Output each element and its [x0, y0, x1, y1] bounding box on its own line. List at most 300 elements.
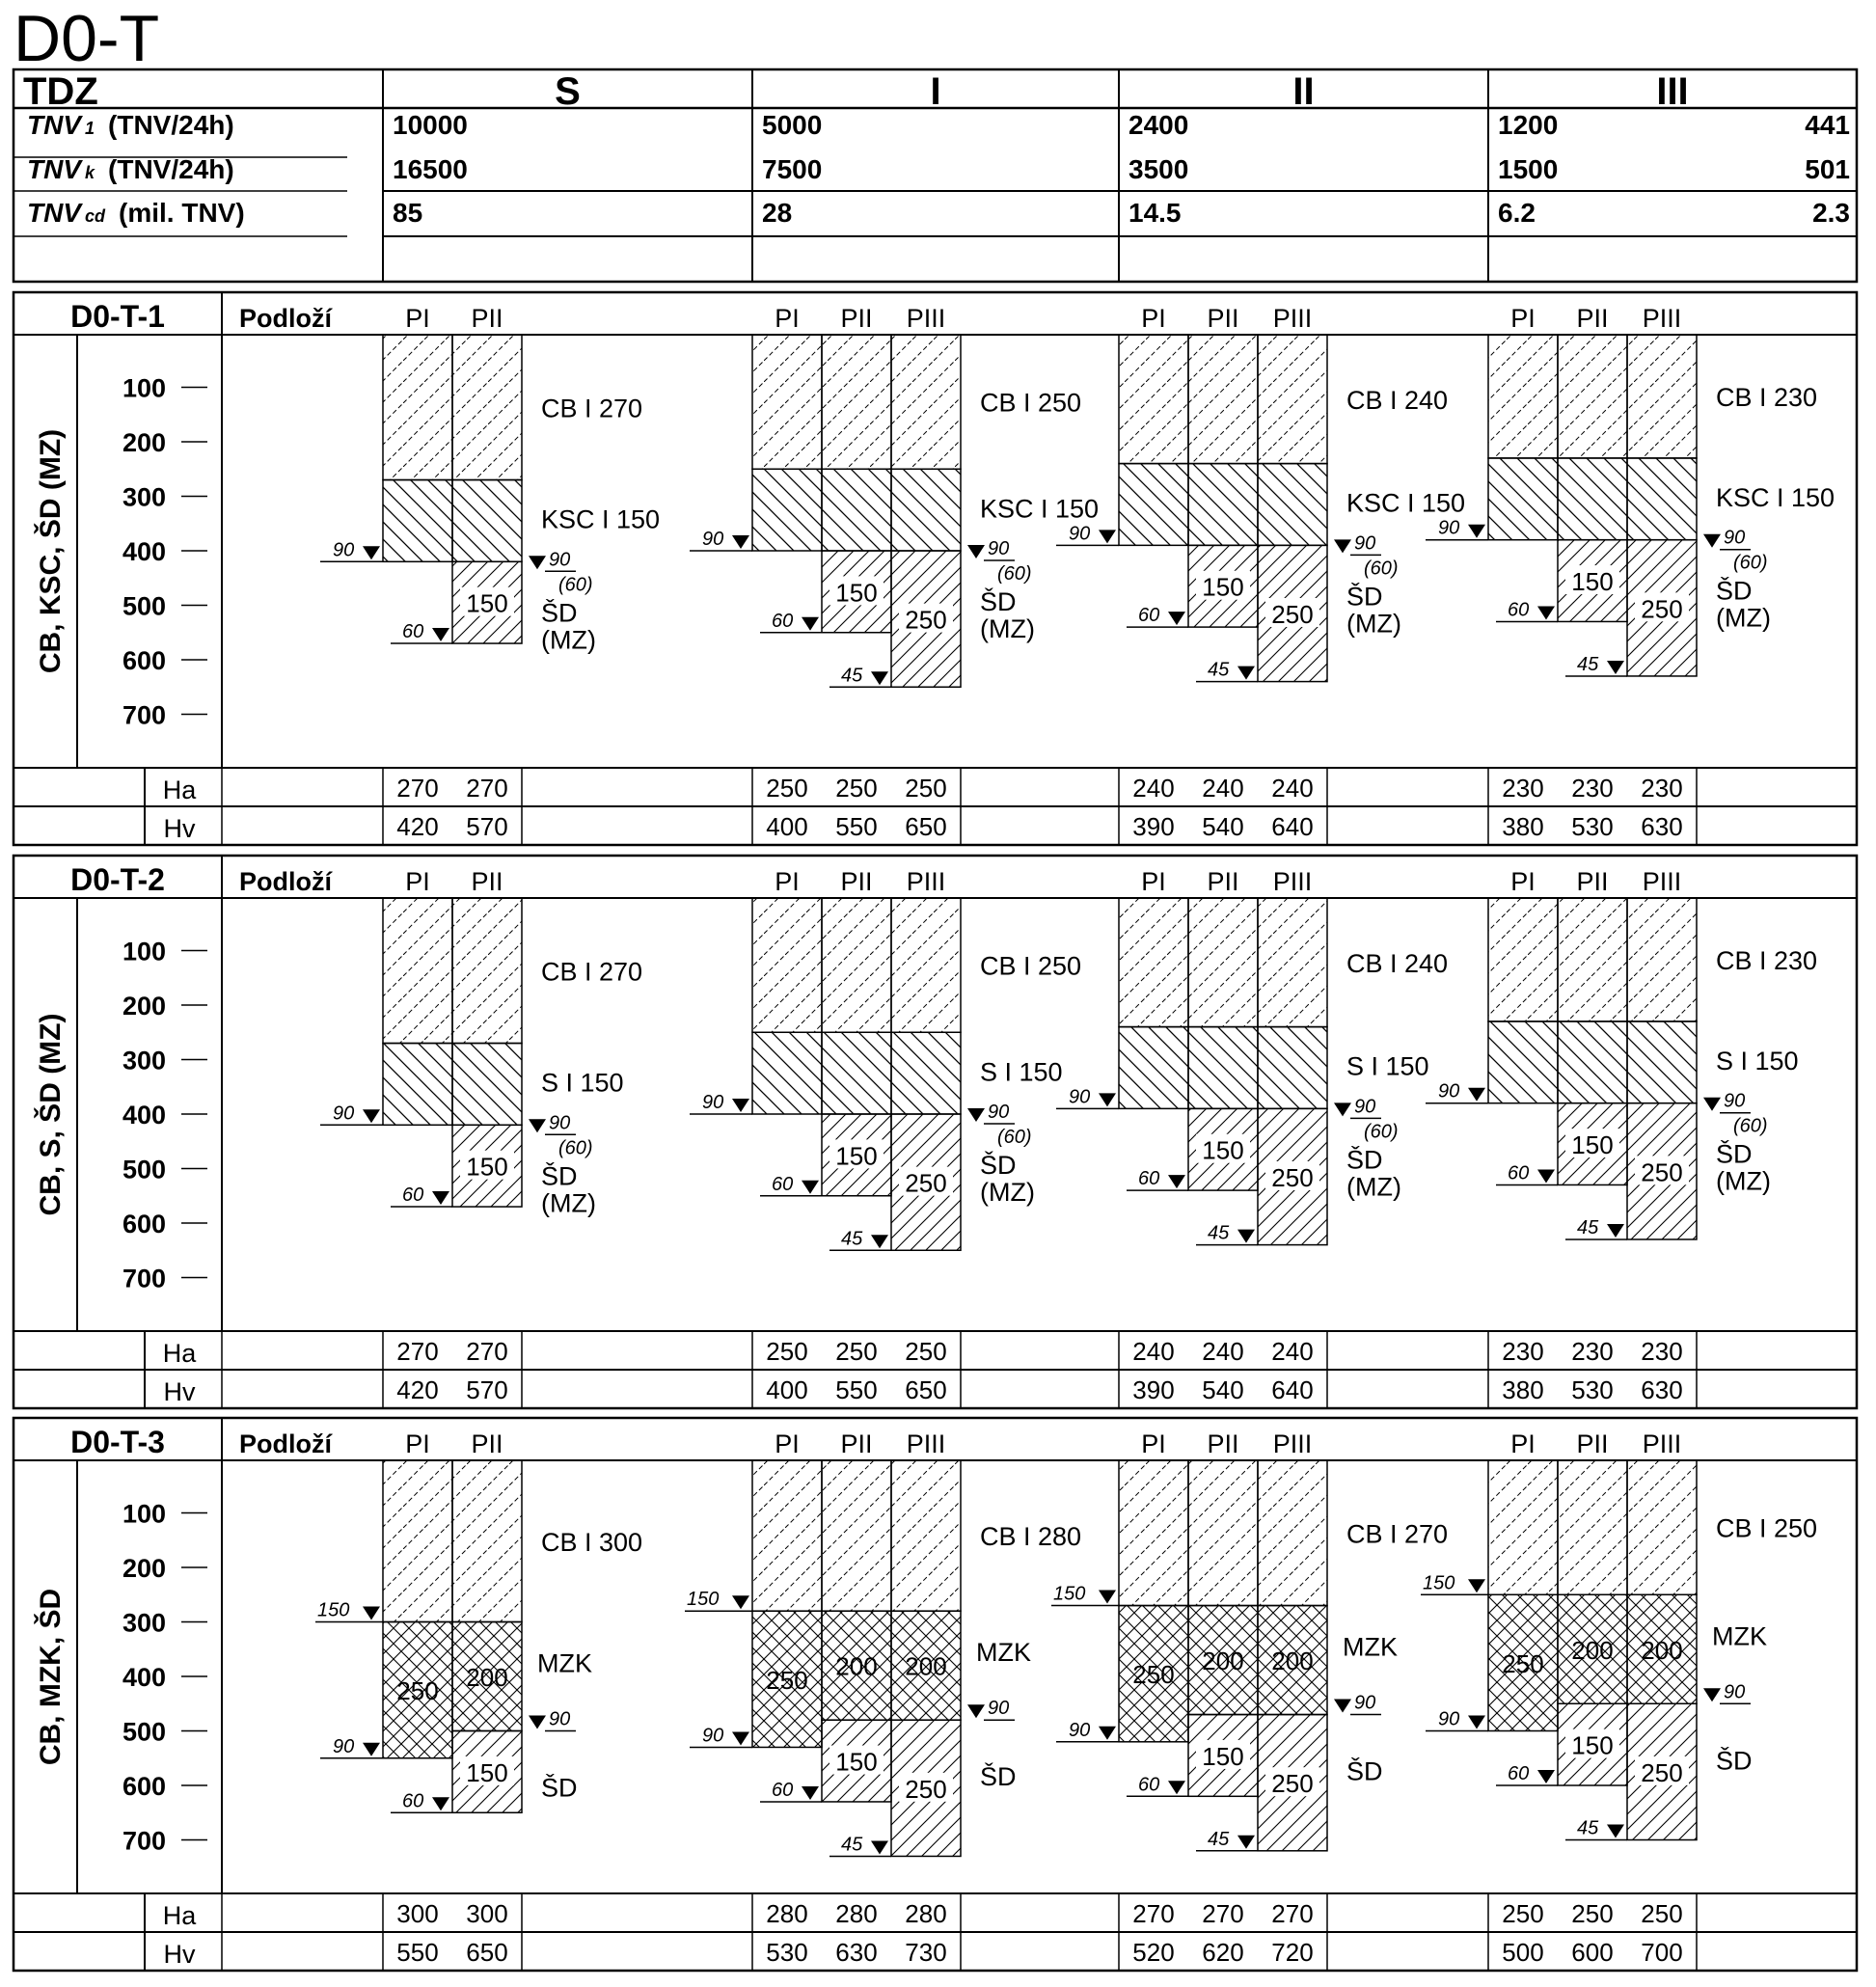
hv-value: 540 — [1202, 1375, 1244, 1404]
layer-thickness: 250 — [1641, 1757, 1683, 1787]
bottom-layer-label: ŠD — [1346, 582, 1383, 612]
cb-layer-label: CB I 230 — [1716, 945, 1818, 975]
hv-value: 550 — [835, 812, 878, 841]
header-value: 7500 — [762, 154, 823, 184]
base-layer — [452, 1044, 522, 1126]
profile-col-label: PIII — [1642, 304, 1682, 333]
section-D0-T-2 — [14, 856, 1857, 1408]
modulus-marker-icon — [1099, 1093, 1116, 1106]
ha-label: Ha — [162, 1901, 197, 1930]
layer-thickness: 150 — [1202, 1741, 1244, 1771]
cb-layer-label: CB I 270 — [541, 957, 643, 987]
modulus-marker-icon — [529, 1119, 546, 1132]
bottom-layer-label: ŠD — [1346, 1756, 1383, 1786]
podlozi-label: Podloží — [239, 867, 332, 896]
header-value: 3500 — [1128, 154, 1189, 184]
ha-value: 270 — [1271, 1899, 1314, 1928]
ha-value: 250 — [905, 1337, 947, 1366]
modulus-value: 150 — [687, 1589, 720, 1611]
bottom-layer-label: (MZ) — [541, 1188, 596, 1218]
modulus-marker-icon — [1334, 539, 1351, 553]
hv-value: 390 — [1132, 812, 1175, 841]
cb-layer-label: CB I 240 — [1346, 948, 1449, 978]
modulus-value: 45 — [1577, 653, 1599, 675]
ha-value: 250 — [1641, 1899, 1683, 1928]
modulus-marker-icon — [967, 1704, 985, 1718]
cb-layer — [1188, 335, 1258, 464]
modulus-marker-icon — [1168, 1175, 1185, 1188]
layer-thickness: 250 — [1641, 1157, 1683, 1187]
layer-thickness: 150 — [1202, 1135, 1244, 1165]
modulus-value: 45 — [841, 665, 863, 687]
modulus-value: 45 — [841, 1228, 863, 1250]
cb-layer — [822, 1460, 891, 1611]
cb-layer — [1119, 335, 1188, 464]
hv-value: 620 — [1202, 1938, 1244, 1967]
ha-value: 250 — [835, 774, 878, 803]
profile-col-label: PI — [1510, 1429, 1536, 1458]
depth-label: 200 — [122, 992, 166, 1021]
depth-label: 200 — [122, 428, 166, 457]
layer-thickness: 250 — [1271, 599, 1314, 629]
hv-value: 650 — [905, 1375, 947, 1404]
layer-thickness: 250 — [1641, 594, 1683, 624]
layer-thickness: 200 — [1271, 1647, 1314, 1676]
modulus-marker-icon — [1334, 1700, 1351, 1713]
ha-value: 250 — [1571, 1899, 1614, 1928]
cb-layer — [452, 335, 522, 480]
hv-value: 720 — [1271, 1938, 1314, 1967]
bottom-layer-label: ŠD — [1346, 1145, 1383, 1175]
modulus-value: (60) — [558, 1137, 593, 1159]
hv-value: 540 — [1202, 812, 1244, 841]
layer-thickness: 150 — [466, 588, 508, 618]
ha-value: 280 — [905, 1899, 947, 1928]
base-layer — [1258, 1027, 1327, 1109]
modulus-marker-icon — [432, 1797, 449, 1810]
layer-group — [1056, 304, 1465, 845]
depth-label: 400 — [122, 537, 166, 566]
modulus-value: 60 — [402, 1790, 424, 1812]
profile-col-label: PII — [1207, 304, 1239, 333]
profile-col-label: PIII — [1272, 867, 1313, 896]
hv-value: 420 — [396, 812, 439, 841]
hv-value: 630 — [1641, 812, 1683, 841]
depth-label: 600 — [122, 1210, 166, 1238]
bottom-layer-label: ŠD — [1716, 1746, 1753, 1776]
profile-col-label: PI — [1510, 304, 1536, 333]
bottom-layer-label: ŠD — [1716, 1139, 1753, 1169]
ha-value: 270 — [466, 1337, 508, 1366]
depth-label: 100 — [122, 373, 166, 403]
modulus-value: 60 — [402, 621, 424, 643]
header-row — [27, 154, 1850, 184]
modulus-marker-icon — [1607, 1825, 1624, 1838]
layer-thickness: 250 — [905, 1774, 947, 1804]
base-layer — [891, 469, 961, 551]
base-layer — [452, 480, 522, 562]
modulus-marker-icon — [732, 1731, 749, 1745]
ha-value: 230 — [1571, 1337, 1614, 1366]
cb-layer-label: CB I 300 — [541, 1527, 643, 1557]
hv-label: Hv — [163, 1377, 196, 1406]
hv-value: 400 — [766, 812, 808, 841]
section-D0-T-3 — [14, 1418, 1857, 1971]
base-layer — [822, 469, 891, 551]
modulus-marker-icon — [967, 545, 985, 558]
base-layer — [752, 469, 822, 551]
layer-group — [690, 304, 1099, 845]
modulus-value: 90 — [1069, 523, 1091, 545]
layer-group — [690, 867, 1081, 1408]
bottom-layer-label: ŠD — [541, 1161, 578, 1191]
modulus-marker-icon — [967, 1108, 985, 1122]
hv-value: 650 — [905, 812, 947, 841]
modulus-value: 90 — [1724, 527, 1746, 549]
profile-col-label: PII — [471, 867, 503, 896]
cb-layer — [752, 1460, 822, 1611]
base-layer — [1558, 458, 1627, 540]
modulus-marker-icon — [1537, 1770, 1555, 1783]
ha-value: 250 — [835, 1337, 878, 1366]
bottom-layer-label: (MZ) — [1716, 1166, 1771, 1196]
modulus-marker-icon — [432, 1191, 449, 1205]
section-id: D0-T-3 — [70, 1425, 165, 1459]
ha-value: 250 — [905, 774, 947, 803]
modulus-value: 90 — [988, 1698, 1010, 1720]
side-layer-label: CB, MZK, ŠD — [35, 1588, 67, 1766]
modulus-value: 60 — [1508, 599, 1530, 621]
cb-layer — [822, 335, 891, 469]
mid-layer-label: KSC I 150 — [1346, 488, 1466, 518]
depth-label: 700 — [122, 1826, 166, 1856]
base-layer — [1558, 1021, 1627, 1103]
hv-value: 530 — [1571, 1375, 1614, 1404]
cb-layer — [891, 335, 961, 469]
modulus-marker-icon — [432, 628, 449, 641]
header-value: 16500 — [393, 154, 468, 184]
ha-value: 250 — [766, 1337, 808, 1366]
depth-label: 300 — [122, 1608, 166, 1638]
cb-layer — [1258, 335, 1327, 464]
modulus-marker-icon — [1237, 1230, 1255, 1243]
profile-col-label: PIII — [1642, 867, 1682, 896]
depth-label: 100 — [122, 1499, 166, 1529]
modulus-marker-icon — [732, 1099, 749, 1112]
hv-value: 500 — [1502, 1938, 1544, 1967]
modulus-marker-icon — [732, 535, 749, 549]
cb-layer — [891, 898, 961, 1032]
hv-value: 400 — [766, 1375, 808, 1404]
modulus-value: 45 — [1208, 1222, 1230, 1244]
ha-value: 300 — [396, 1899, 439, 1928]
cb-layer — [1488, 1460, 1558, 1594]
modulus-value: 45 — [1577, 1817, 1599, 1839]
modulus-marker-icon — [1468, 1088, 1485, 1102]
modulus-value: 90 — [702, 529, 724, 550]
profile-col-label: PII — [471, 304, 503, 333]
cb-layer-label: CB I 250 — [980, 388, 1082, 418]
modulus-value: 90 — [1438, 1080, 1460, 1102]
hv-value: 640 — [1271, 812, 1314, 841]
cb-layer-label: CB I 250 — [980, 951, 1082, 981]
modulus-value: (60) — [997, 1127, 1032, 1148]
profile-col-label: PII — [1207, 1429, 1239, 1458]
section-id: D0-T-1 — [70, 299, 165, 334]
profile-col-label: PI — [775, 867, 800, 896]
profile-col-label: PII — [1576, 304, 1609, 333]
cb-layer — [383, 1460, 452, 1622]
modulus-value: 60 — [772, 1173, 794, 1195]
depth-label: 700 — [122, 1264, 166, 1293]
bottom-layer-label: ŠD — [980, 1151, 1017, 1180]
ha-value: 230 — [1641, 1337, 1683, 1366]
tdz-label: TDZ — [23, 70, 98, 113]
modulus-value: 60 — [1138, 1168, 1160, 1190]
modulus-marker-icon — [1099, 530, 1116, 543]
profile-col-label: PII — [1576, 1429, 1609, 1458]
modulus-value: 90 — [702, 1092, 724, 1113]
modulus-value: 45 — [1208, 1828, 1230, 1850]
layer-thickness: 250 — [1271, 1162, 1314, 1192]
modulus-marker-icon — [363, 1743, 380, 1756]
cb-layer — [452, 1460, 522, 1622]
modulus-value: (60) — [558, 574, 593, 596]
bottom-layer-label: ŠD — [980, 587, 1017, 616]
modulus-value: 90 — [549, 1708, 571, 1730]
layer-thickness: 250 — [766, 1665, 808, 1695]
profile-col-label: PII — [1576, 867, 1609, 896]
hv-value: 570 — [466, 812, 508, 841]
section-D0-T-1 — [14, 292, 1857, 845]
ha-value: 240 — [1202, 1337, 1244, 1366]
modulus-marker-icon — [1099, 1591, 1116, 1604]
depth-label: 500 — [122, 1717, 166, 1747]
layer-thickness: 150 — [1571, 1130, 1614, 1160]
bottom-layer-label: ŠD — [541, 1773, 578, 1803]
profile-col-label: PI — [405, 1429, 430, 1458]
cb-layer-label: CB I 270 — [541, 394, 643, 423]
layer-group — [320, 867, 642, 1408]
modulus-marker-icon — [1237, 1836, 1255, 1849]
profile-col-label: PII — [840, 867, 873, 896]
hv-value: 550 — [835, 1375, 878, 1404]
layer-group — [1426, 304, 1835, 845]
depth-label: 500 — [122, 591, 166, 621]
profile-col-label: PII — [840, 304, 873, 333]
modulus-value: 60 — [772, 1779, 794, 1801]
modulus-value: 90 — [1438, 517, 1460, 539]
profile-col-label: PI — [775, 1429, 800, 1458]
mid-layer-label: MZK — [976, 1638, 1031, 1668]
bottom-layer-label: (MZ) — [541, 625, 596, 655]
base-layer — [752, 1032, 822, 1114]
side-layer-label: CB, S, ŠD (MZ) — [35, 1013, 67, 1216]
ha-value: 230 — [1641, 774, 1683, 803]
layer-thickness: 150 — [466, 1757, 508, 1787]
header-value: 85 — [393, 198, 423, 228]
modulus-value: 150 — [1053, 1583, 1086, 1605]
hv-value: 600 — [1571, 1938, 1614, 1967]
cb-layer — [1558, 898, 1627, 1021]
cb-layer — [1627, 898, 1697, 1021]
modulus-value: 90 — [1069, 1086, 1091, 1108]
bottom-layer-label: (MZ) — [980, 1178, 1035, 1207]
modulus-marker-icon — [1607, 1224, 1624, 1238]
profile-col-label: PII — [840, 1429, 873, 1458]
header-extra-value: 2.3 — [1812, 198, 1850, 228]
profile-col-label: PI — [405, 867, 430, 896]
base-layer — [891, 1032, 961, 1114]
modulus-value: 90 — [333, 1102, 355, 1125]
modulus-marker-icon — [1537, 606, 1555, 619]
base-layer — [1119, 1027, 1188, 1109]
profile-col-label: PIII — [1642, 1429, 1682, 1458]
ha-value: 240 — [1202, 774, 1244, 803]
modulus-marker-icon — [802, 1181, 819, 1194]
layer-thickness: 200 — [1571, 1635, 1614, 1665]
depth-label: 100 — [122, 937, 166, 966]
layer-thickness: 200 — [835, 1651, 878, 1681]
base-layer — [1627, 458, 1697, 540]
modulus-value: 150 — [317, 1599, 350, 1621]
layer-thickness: 200 — [1641, 1635, 1683, 1665]
ha-value: 240 — [1271, 774, 1314, 803]
header-value: 14.5 — [1128, 198, 1182, 228]
layer-thickness: 200 — [905, 1651, 947, 1681]
hv-value: 520 — [1132, 1938, 1175, 1967]
ha-value: 240 — [1271, 1337, 1314, 1366]
modulus-marker-icon — [363, 1607, 380, 1620]
class-header-S: S — [555, 70, 581, 113]
modulus-value: 60 — [772, 610, 794, 632]
layer-thickness: 200 — [1202, 1647, 1244, 1676]
cb-layer — [752, 898, 822, 1032]
depth-label: 700 — [122, 700, 166, 730]
modulus-value: 90 — [333, 1735, 355, 1757]
ha-label: Ha — [162, 1339, 197, 1368]
header-value: 6.2 — [1498, 198, 1536, 228]
cb-layer — [752, 335, 822, 469]
header-value: 5000 — [762, 110, 823, 140]
modulus-marker-icon — [1168, 1781, 1185, 1794]
modulus-value: (60) — [1364, 1121, 1399, 1143]
layer-thickness: 150 — [835, 1747, 878, 1777]
header-extra-value: 501 — [1805, 154, 1850, 184]
cb-layer — [1188, 898, 1258, 1027]
modulus-value: 150 — [1423, 1572, 1455, 1594]
profile-col-label: PIII — [906, 1429, 946, 1458]
mid-layer-label: KSC I 150 — [980, 494, 1100, 524]
layer-thickness: 150 — [835, 578, 878, 608]
layer-thickness: 150 — [1202, 572, 1244, 602]
modulus-value: 90 — [988, 538, 1010, 559]
modulus-marker-icon — [1537, 1169, 1555, 1183]
ha-value: 240 — [1132, 774, 1175, 803]
modulus-marker-icon — [732, 1595, 749, 1609]
mid-layer-label: S I 150 — [1716, 1046, 1799, 1075]
profile-col-label: PI — [1141, 304, 1166, 333]
modulus-marker-icon — [1703, 1688, 1721, 1701]
hv-value: 570 — [466, 1375, 508, 1404]
layer-thickness: 250 — [1271, 1769, 1314, 1799]
cb-layer — [452, 898, 522, 1044]
layer-thickness: 150 — [1571, 1730, 1614, 1760]
hv-value: 550 — [396, 1938, 439, 1967]
layer-thickness: 200 — [466, 1663, 508, 1692]
side-layer-label: CB, KSC, ŠD (MZ) — [35, 428, 67, 674]
layer-group — [1426, 867, 1817, 1408]
bottom-layer-label: ŠD — [1716, 576, 1753, 606]
cb-layer — [1488, 335, 1558, 458]
cb-layer — [1558, 335, 1627, 458]
modulus-marker-icon — [1468, 525, 1485, 538]
modulus-marker-icon — [871, 1840, 888, 1854]
modulus-marker-icon — [363, 1109, 380, 1123]
layer-group — [320, 304, 660, 845]
layer-thickness: 250 — [396, 1676, 439, 1706]
modulus-marker-icon — [1703, 534, 1721, 548]
modulus-marker-icon — [802, 1786, 819, 1800]
modulus-value: 90 — [702, 1725, 724, 1747]
modulus-value: 90 — [1354, 532, 1376, 555]
modulus-marker-icon — [1468, 1716, 1485, 1729]
hv-value: 630 — [835, 1938, 878, 1967]
modulus-value: 90 — [333, 539, 355, 561]
cb-layer — [1119, 898, 1188, 1027]
page-title: D0-T — [14, 2, 160, 75]
cb-layer-label: CB I 270 — [1346, 1519, 1449, 1549]
cb-layer — [1558, 1460, 1627, 1594]
bottom-layer-label: (MZ) — [980, 614, 1035, 643]
hv-label: Hv — [163, 1940, 196, 1969]
modulus-marker-icon — [1703, 1098, 1721, 1111]
modulus-value: 60 — [402, 1184, 424, 1207]
mid-layer-label: MZK — [1343, 1632, 1398, 1662]
header-extra-value: 441 — [1805, 110, 1850, 140]
ha-value: 230 — [1571, 774, 1614, 803]
ha-value: 300 — [466, 1899, 508, 1928]
hv-label: Hv — [163, 814, 196, 843]
layer-group — [1056, 867, 1448, 1408]
header-table — [14, 69, 1857, 282]
header-value: 10000 — [393, 110, 468, 140]
hv-value: 730 — [905, 1938, 947, 1967]
ha-value: 280 — [766, 1899, 808, 1928]
cb-layer — [1258, 1460, 1327, 1606]
layer-thickness: 250 — [905, 1168, 947, 1198]
header-value: 2400 — [1128, 110, 1189, 140]
modulus-marker-icon — [1168, 612, 1185, 625]
modulus-marker-icon — [529, 1716, 546, 1729]
depth-label: 500 — [122, 1155, 166, 1184]
modulus-value: 90 — [1438, 1708, 1460, 1730]
profile-col-label: PI — [1510, 867, 1536, 896]
base-layer — [383, 1044, 452, 1126]
class-header-II: II — [1292, 70, 1315, 113]
depth-label: 300 — [122, 1046, 166, 1075]
cb-layer — [1627, 335, 1697, 458]
profile-col-label: PI — [405, 304, 430, 333]
modulus-value: 90 — [988, 1102, 1010, 1123]
hv-value: 530 — [766, 1938, 808, 1967]
bottom-layer-label: ŠD — [541, 598, 578, 628]
ha-value: 270 — [396, 1337, 439, 1366]
hv-value: 390 — [1132, 1375, 1175, 1404]
modulus-value: 90 — [549, 549, 571, 571]
modulus-value: 90 — [1724, 1090, 1746, 1112]
mid-layer-label: KSC I 150 — [541, 504, 661, 534]
